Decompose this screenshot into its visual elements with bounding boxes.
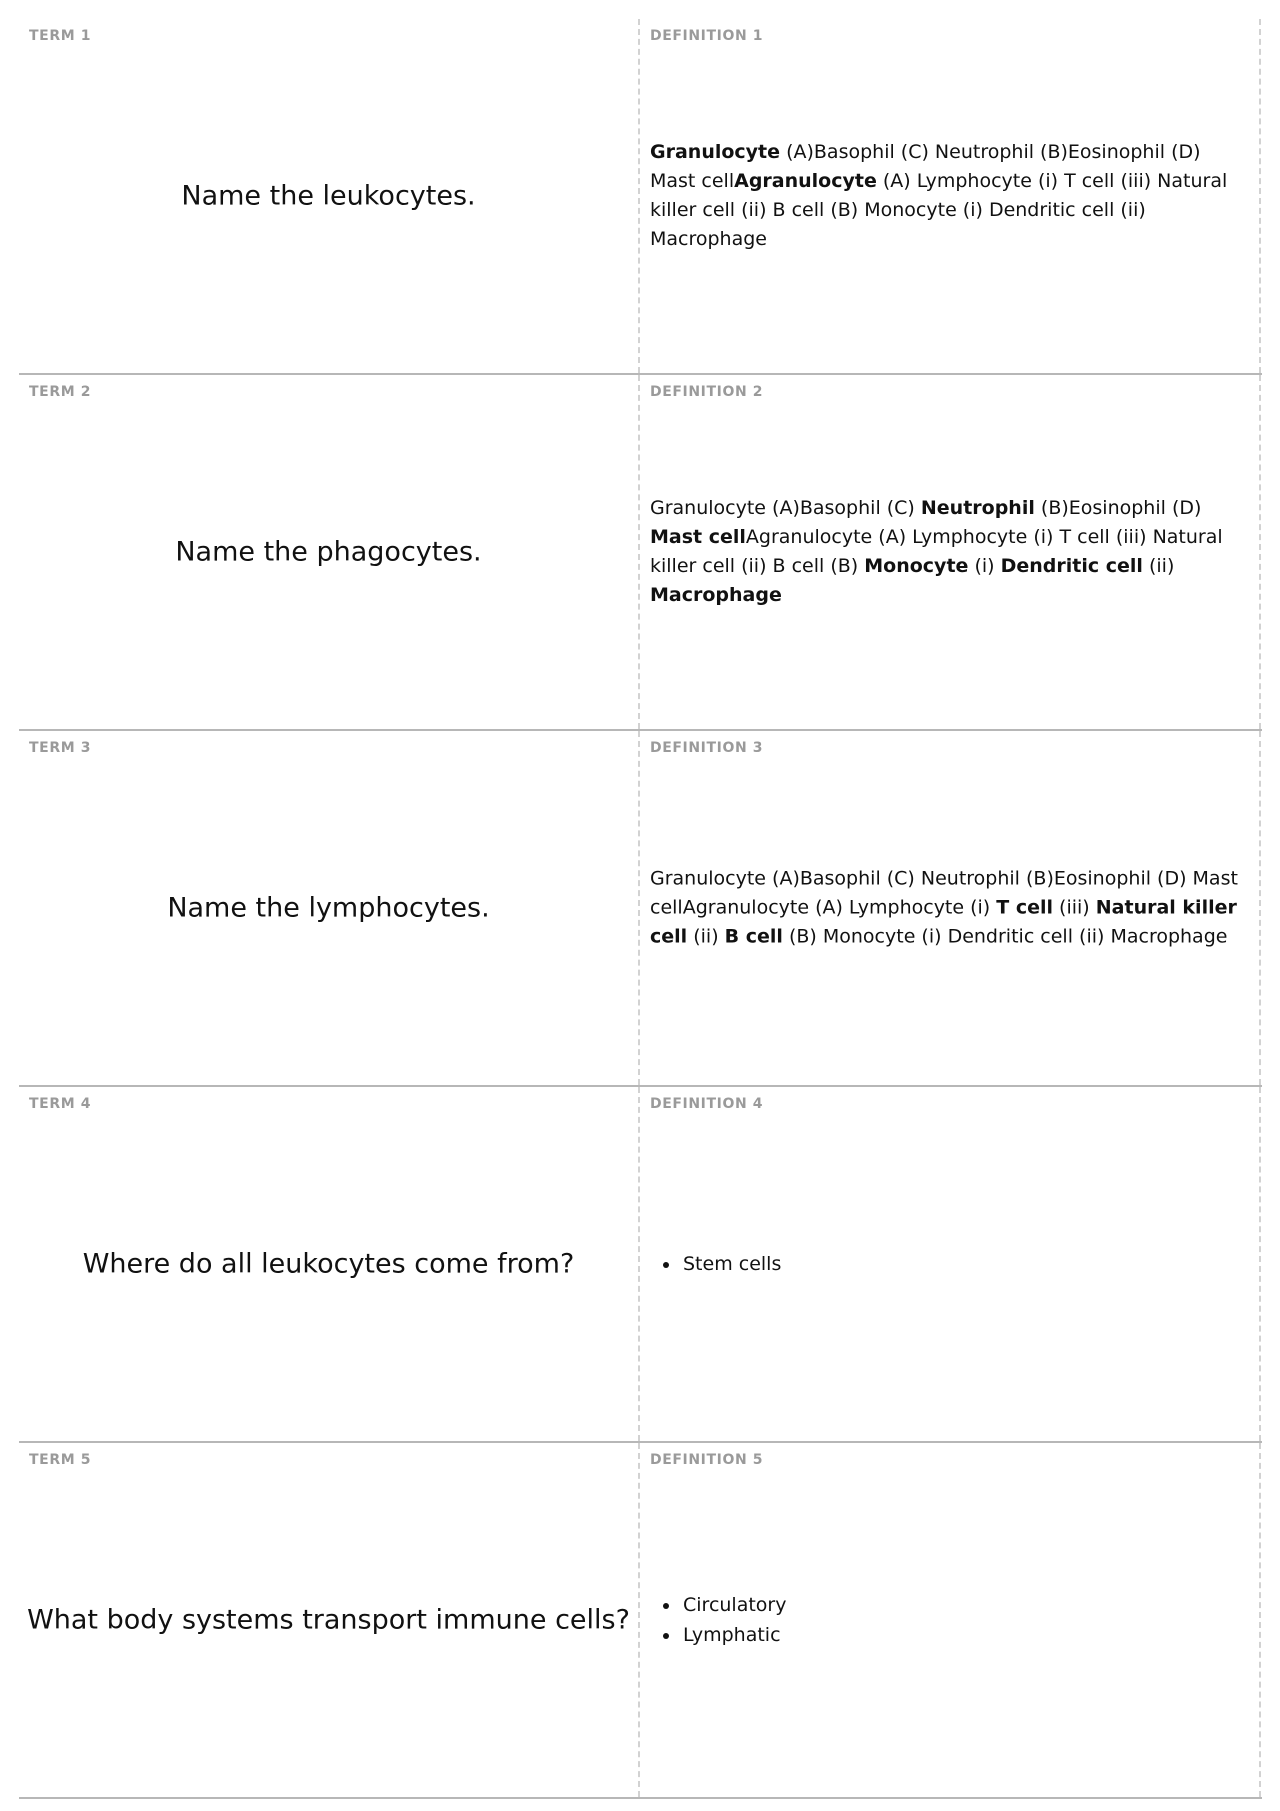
definition-bold-segment: Agranulocyte (734, 170, 877, 192)
definition-segment: Granulocyte (A)Basophil (C) (650, 497, 921, 519)
definition-bold-segment: Monocyte (864, 555, 969, 577)
term-cell (19, 19, 640, 373)
term-text: Where do all leukocytes come from? (82, 1248, 575, 1280)
definition-segment: (iii) (1053, 896, 1096, 919)
definition-text (650, 1249, 1243, 1279)
definition-list (650, 1590, 1243, 1650)
term-cell (19, 1087, 640, 1441)
definition-segment: (i) (968, 555, 1001, 577)
definition-segment: Agranulocyte (A) Lymphocyte (i) T cell (iii) Natural killer cell (ii) B cell (B) (650, 526, 1223, 577)
term-cell (19, 1443, 640, 1797)
definition-bold-segment: T cell (996, 896, 1054, 919)
flashcard-row (19, 1443, 1262, 1799)
term-text: Name the leukocytes. (181, 180, 476, 212)
term-text: Name the phagocytes. (175, 536, 482, 568)
definition-segment: (A)Basophil (C) Neutrophil (B)Eosinophil (D) Mast cell (650, 141, 1201, 192)
definition-segment: (A) Lymphocyte (i) T cell (iii) Natural killer cell (ii) B cell (B) Monocyte (i) Dendritic cell (ii) Macrophage (650, 170, 1228, 250)
definition-bold-segment: B cell (724, 925, 783, 948)
definition-segment: (ii) (1142, 555, 1175, 577)
flashcard-row (19, 731, 1262, 1087)
term-text: What body systems transport immune cells? (27, 1604, 630, 1636)
term-label: TERM 3 (29, 740, 92, 756)
definition-cell (640, 1443, 1261, 1797)
definition-label: DEFINITION 3 (650, 740, 764, 756)
definition-segment: Granulocyte (A)Basophil (C) Neutrophil (B)Eosinophil (D) Mast cellAgranulocyte (A) Lymphocyte (i) (650, 867, 1238, 919)
term-cell (19, 731, 640, 1085)
definition-text (650, 138, 1243, 254)
list-item: • Stem cells (681, 1249, 1243, 1279)
definition-bold-segment: Macrophage (650, 584, 782, 606)
definition-label: DEFINITION 2 (650, 384, 764, 400)
definition-segment: (ii) (687, 925, 725, 948)
definition-segment: (B)Eosinophil (D) (1034, 497, 1202, 519)
definition-list (650, 1249, 1243, 1279)
definition-text (650, 1590, 1243, 1650)
definition-cell (640, 375, 1261, 729)
definition-bold-segment: Natural killer cell (650, 896, 1237, 948)
definition-text (650, 494, 1243, 610)
flashcard-row (19, 19, 1262, 375)
list-item: • Circulatory (681, 1590, 1243, 1620)
flashcard-row (19, 375, 1262, 731)
flashcard-sheet (19, 19, 1262, 1799)
definition-bold-segment: Granulocyte (650, 141, 781, 163)
list-item: • Lymphatic (681, 1620, 1243, 1650)
term-label: TERM 4 (29, 1096, 92, 1112)
definition-cell (640, 19, 1261, 373)
term-cell (19, 375, 640, 729)
definition-label: DEFINITION 5 (650, 1452, 764, 1468)
term-label: TERM 5 (29, 1452, 92, 1468)
definition-label: DEFINITION 1 (650, 28, 764, 44)
term-text: Name the lymphocytes. (167, 892, 490, 924)
term-label: TERM 2 (29, 384, 92, 400)
definition-cell (640, 731, 1261, 1085)
definition-label: DEFINITION 4 (650, 1096, 764, 1112)
definition-bold-segment: Neutrophil (920, 497, 1035, 519)
definition-bold-segment: Mast cell (650, 526, 746, 548)
definition-cell (640, 1087, 1261, 1441)
flashcard-row (19, 1087, 1262, 1443)
definition-text (650, 865, 1243, 952)
definition-segment: (B) Monocyte (i) Dendritic cell (ii) Macrophage (782, 925, 1228, 948)
term-label: TERM 1 (29, 28, 92, 44)
definition-bold-segment: Dendritic cell (1000, 555, 1143, 577)
